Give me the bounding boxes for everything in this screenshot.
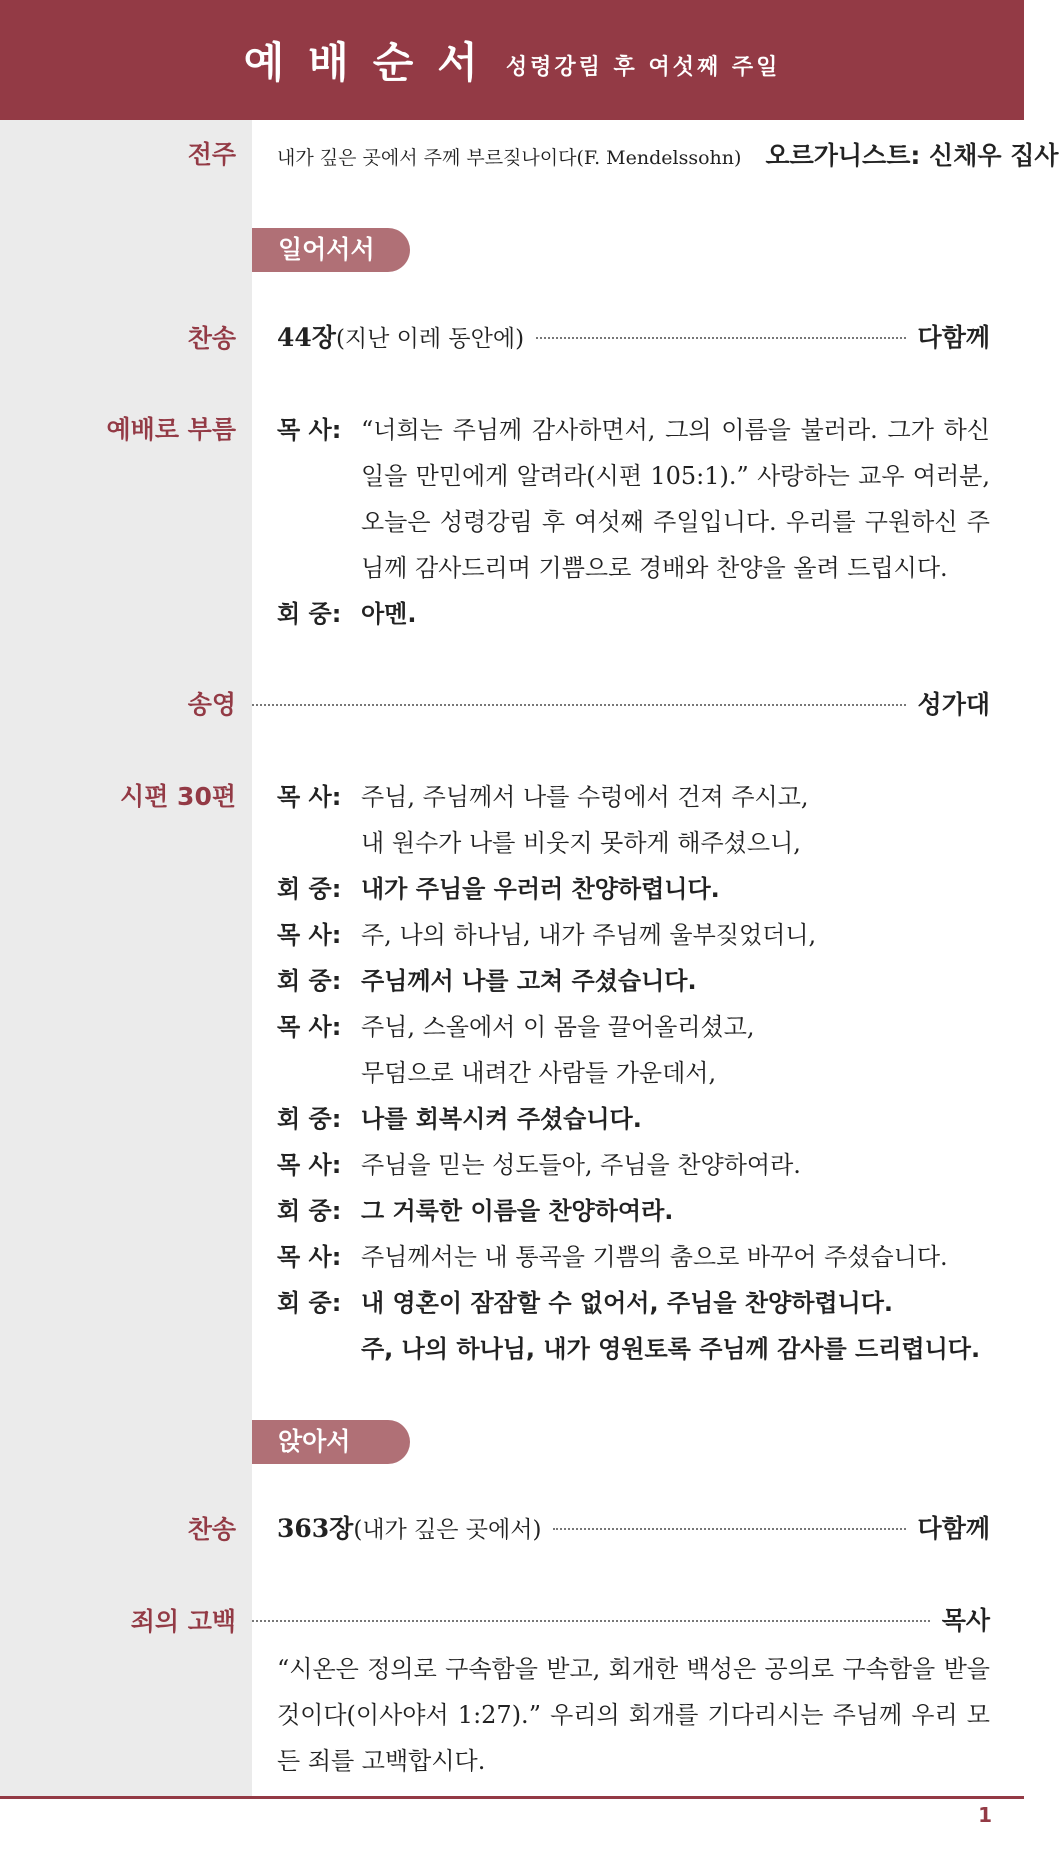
hymn2-number: 363장 [277,1514,354,1543]
psalm-line [277,1326,990,1372]
dotted-leader [553,1528,905,1530]
psalm-line [277,1004,990,1050]
prelude-label: 전주 [187,140,236,169]
dialog-line [277,591,990,637]
pastor-text: 주님, 스올에서 이 몸을 끌어올리셨고, [361,1013,755,1041]
congregation-speaker: 회 중: [277,875,342,903]
pastor-text: 주님께서는 내 통곡을 기쁨의 춤으로 바꾸어 주셨습니다. [361,1243,948,1271]
psalm-label: 시편 30편 [120,782,236,811]
psalm-line [277,1188,990,1234]
congregation-speaker: 회 중: [277,1105,342,1133]
pastor-speaker [277,820,361,866]
hymn1-title: (지난 이레 동안에) [335,326,525,352]
page-number: 1 [978,1803,992,1827]
prelude-performer: 오르가니스트: 신채우 집사 [765,141,1059,170]
pastor-speaker: 목 사: [277,783,342,811]
anthem-performer: 성가대 [917,690,990,719]
stand-up-badge: 일어서서 [252,228,410,272]
psalm-line [277,1050,990,1096]
pastor-speaker: 목 사: [277,1013,342,1041]
hymn2-title: (내가 깊은 곳에서) [353,1517,542,1543]
dotted-leader [252,704,906,706]
psalm-dialog [277,774,990,1372]
psalm-line [277,820,990,866]
hymn2-label: 찬송 [187,1515,236,1544]
bottom-rule [0,1796,1024,1799]
congregation-text: 주님께서 나를 고쳐 주셨습니다. [361,967,697,995]
psalm-line [277,1096,990,1142]
congregation-speaker: 회 중: [277,1197,342,1225]
confession-text: “시온은 정의로 구속함을 받고, 회개한 백성은 공의로 구속함을 받을 것이다(이사야서 1:27).” 우리의 회개를 기다리시는 주님께 우리 모든 죄를 고백합시다. [277,1655,990,1775]
pastor-text: 내 원수가 나를 비웃지 못하게 해주셨으니, [361,829,801,857]
dialog-line [277,407,990,591]
prelude-piece: 내가 깊은 곳에서 주께 부르짖나이다(F. Mendelssohn) [277,147,742,169]
congregation-text: 나를 회복시켜 주셨습니다. [361,1105,642,1133]
pastor-speaker: 목 사: [277,1243,342,1271]
anthem-row [252,689,990,722]
confession-label: 죄의 고백 [130,1607,236,1636]
dotted-leader [536,337,905,339]
psalm-line [277,774,990,820]
hymn2-row [277,1513,990,1546]
congregation-text: 내 영혼이 잠잠할 수 없어서, 주님을 찬양하렵니다. [361,1289,894,1317]
dotted-leader [252,1620,930,1622]
pastor-text: 주님, 주님께서 나를 수렁에서 건져 주시고, [361,783,809,811]
hymn1-number: 44장 [277,323,336,352]
psalm-line [277,866,990,912]
page-subtitle: 성령강림 후 여섯째 주일 [505,54,781,80]
sit-down-badge: 앉아서 [252,1420,410,1464]
congregation-speaker: 회 중: [277,600,342,628]
call-to-worship-label: 예배로 부름 [106,415,236,444]
congregation-speaker: 회 중: [277,967,342,995]
psalm-line [277,1142,990,1188]
pastor-text: 무덤으로 내려간 사람들 가운데서, [361,1059,717,1087]
page-title: 예배순서 [243,38,502,87]
hymn1-row [277,322,990,355]
hymn1-label: 찬송 [187,324,236,353]
pastor-speaker: 목 사: [277,921,342,949]
congregation-text: 내가 주님을 우러러 찬양하렵니다. [361,875,720,903]
pastor-text: 주님을 믿는 성도들아, 주님을 찬양하여라. [361,1151,801,1179]
psalm-line [277,1234,990,1280]
pastor-text: 주, 나의 하나님, 내가 주님께 울부짖었더니, [361,921,817,949]
congregation-text: 그 거룩한 이름을 찬양하여라. [361,1197,674,1225]
confession-row [252,1605,990,1638]
hymn1-performer: 다함께 [917,323,990,352]
congregation-text: 주, 나의 하나님, 내가 영원토록 주님께 감사를 드리렵니다. [361,1335,981,1363]
psalm-line [277,1280,990,1326]
confession-performer: 목사 [941,1606,990,1635]
page-header [0,0,1024,120]
call-to-worship-dialog [277,407,990,637]
pastor-speaker: 목 사: [277,1151,342,1179]
congregation-speaker: 회 중: [277,1289,342,1317]
psalm-line [277,958,990,1004]
congregation-speaker [277,1326,361,1372]
pastor-speaker: 목 사: [277,416,342,444]
anthem-label: 송영 [187,690,236,719]
call-to-worship-congregation-text: 아멘. [361,600,417,628]
pastor-speaker [277,1050,361,1096]
psalm-line [277,912,990,958]
hymn2-performer: 다함께 [917,1514,990,1543]
call-to-worship-pastor-text: “너희는 주님께 감사하면서, 그의 이름을 불러라. 그가 하신 일을 만민에게 알려라(시편 105:1).” 사랑하는 교우 여러분, 오늘은 성령강림 후 여섯째 주일입니다. 우리를 구원하신 주님께 감사드리며 기쁨으로 경배와 찬양을 올려 드립시다. [361,416,990,582]
prelude-row [277,140,1059,173]
